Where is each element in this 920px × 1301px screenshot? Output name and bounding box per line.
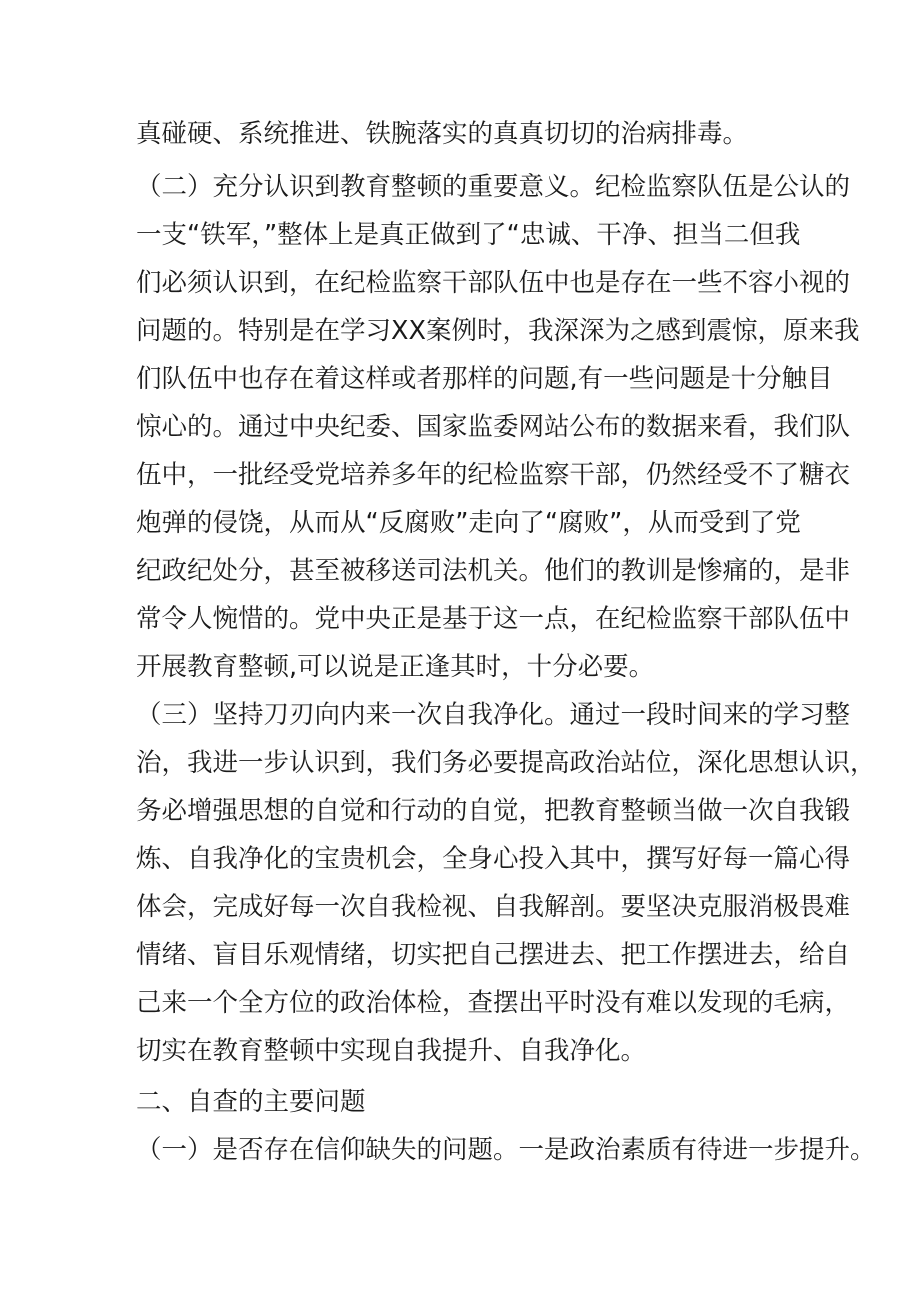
text-line-7: 惊心的。通过中央纪委、国家监委网站公布的数据来看，我们队 (136, 412, 851, 442)
text-line-9: 炮弹的侵饶，从而从“反腐败”走向了“腐败”，从而受到了党 (136, 508, 801, 538)
text-line-17: 体会，完成好每一次自我检视、自我解剖。要坚决克服消极畏难 (136, 892, 851, 922)
text-line-4: 们必须认识到，在纪检监察干部队伍中也是存在一些不容小视的 (136, 268, 851, 298)
text-line-3: 一支“铁军，”整体上是真正做到了“忠诚、干净、担当二但我 (136, 220, 801, 250)
text-line-16: 炼、自我净化的宝贵机会，全身心投入其中，撰写好每一篇心得 (136, 844, 851, 874)
text-line-5: 问题的。特别是在学习XX案例时，我深深为之感到震惊，原来我 (136, 316, 860, 346)
text-line-15: 务必增强思想的自觉和行动的自觉，把教育整顿当做一次自我锻 (136, 796, 851, 826)
text-line-14: 治，我进一步认识到，我们务必要提高政治站位，深化思想认识， (136, 748, 876, 778)
text-line-12: 开展教育整顿,可以说是正逢其时，十分必要。 (136, 652, 655, 682)
text-line-22: （一）是否存在信仰缺失的问题。一是政治素质有待进一步提升。 (136, 1135, 876, 1165)
text-line-18: 情绪、盲目乐观情绪，切实把自己摆进去、把工作摆进去，给自 (136, 940, 851, 970)
text-line-10: 纪政纪处分，甚至被移送司法机关。他们的教训是惨痛的，是非 (136, 556, 851, 586)
text-line-11: 常令人惋惜的。党中央正是基于这一点，在纪检监察干部队伍中 (136, 604, 851, 634)
text-line-13: （三）坚持刀刃向内来一次自我净化。通过一段时间来的学习整 (136, 700, 851, 730)
text-line-8: 伍中，一批经受党培养多年的纪检监察干部，仍然经受不了糖衣 (136, 460, 851, 490)
text-line-19: 己来一个全方位的政治体检，查摆出平时没有难以发现的毛病， (136, 988, 851, 1018)
text-line-20: 切实在教育整顿中实现自我提升、自我净化。 (136, 1036, 647, 1066)
text-line-6: 们队伍中也存在着这样或者那样的问题,有一些问题是十分触目 (136, 364, 833, 394)
section-heading: 二、自查的主要问题 (136, 1087, 366, 1117)
text-line-1: 真碰硬、系统推进、铁腕落实的真真切切的治病排毒。 (136, 119, 749, 149)
text-line-2: （二）充分认识到教育整顿的重要意义。纪检监察队伍是公认的 (136, 172, 851, 202)
